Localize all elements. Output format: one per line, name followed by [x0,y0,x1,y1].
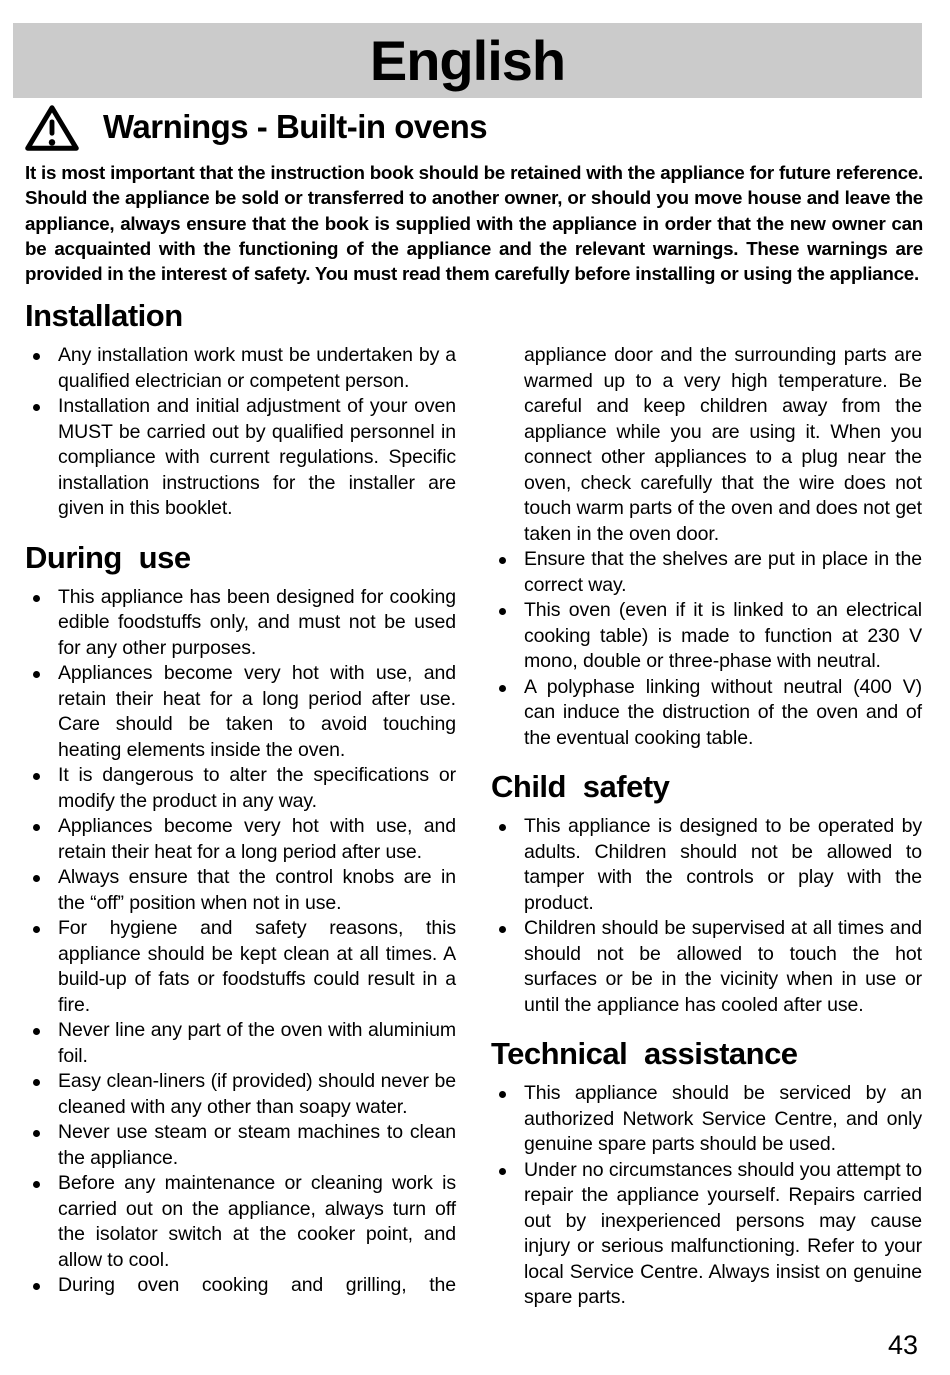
section-heading-child-safety: Child safety [491,769,670,805]
language-banner [13,23,922,98]
bullet-dot [499,824,506,831]
section-heading-during-use: During use [25,539,191,575]
list-item: Ensure that the shelves are put in place in the correct way. [491,547,922,598]
list-item: Under no circumstances should you attempt to repair the appliance yourself. Repairs carried out by inexperienced persons may cause injury or serious malfunctioning. Refer to your local Service Centre. Always insist on genuine spare parts. [491,1158,922,1311]
list-item: This oven (even if it is linked to an electrical cooking table) is made to function at 230 V mono, double or three-phase with neutral. [491,598,922,675]
child-safety-list [491,814,922,1018]
bullet-dot [499,685,506,692]
during-use-list-continued [491,547,922,751]
list-item: This appliance has been designed for cooking edible foodstuffs only, and must not be used for any other purposes. [25,585,456,662]
warning-triangle-icon [25,104,79,152]
list-item: Any installation work must be undertaken by a qualified electrician or competent person. [25,343,456,394]
section-heading-installation: Installation [25,298,183,334]
list-item: Appliances become very hot with use, and retain their heat for a long period after use. [25,814,456,865]
two-column-body [25,286,922,1311]
bullet-dot [33,875,40,882]
left-column [25,286,456,1311]
bullet-dot [33,1079,40,1086]
bullet-dot [33,671,40,678]
list-item: Easy clean-liners (if provided) should never be cleaned with any other than soapy water. [25,1069,456,1120]
bullet-dot [33,773,40,780]
list-item: Before any maintenance or cleaning work is carried out on the appliance, always turn off the isolator switch at the cooker point, and allow to cool. [25,1171,456,1273]
list-item: It is dangerous to alter the specifications or modify the product in any way. [25,763,456,814]
installation-list [25,343,456,522]
list-item: This appliance is designed to be operated by adults. Children should not be allowed to tamper with the controls or play with the product. [491,814,922,916]
list-item: For hygiene and safety reasons, this appliance should be kept clean at all times. A build-up of fats or foodstuffs could result in a fire. [25,916,456,1018]
bullet-dot [33,1028,40,1035]
bullet-dot [33,1181,40,1188]
list-item: This appliance should be serviced by an authorized Network Service Centre, and only genuine spare parts should be used. [491,1081,922,1158]
warnings-header [25,102,922,152]
list-item: Installation and initial adjustment of your oven MUST be carried out by qualified personnel in compliance with current regulations. Specific installation instructions for the installer are given in this booklet. [25,394,456,522]
section-heading-technical-assistance: Technical assistance [491,1036,798,1072]
list-item: Never use steam or steam machines to clean the appliance. [25,1120,456,1171]
bullet-dot [499,926,506,933]
bullet-dot [499,1091,506,1098]
page-number: 43 [887,1330,918,1360]
list-item: Always ensure that the control knobs are in the “off” position when not in use. [25,865,456,916]
during-use-list [25,585,456,1299]
page-title: English [369,28,566,92]
list-item: During oven cooking and grilling, the [25,1273,456,1299]
bullet-dot [499,557,506,564]
bullet-dot [33,404,40,411]
bullet-dot [33,353,40,360]
list-item: Appliances become very hot with use, and retain their heat for a long period after use. Care should be taken to avoid touching heating elements inside the oven. [25,661,456,763]
bullet-dot [33,824,40,831]
warnings-heading: Warnings - Built-in ovens [103,108,488,145]
continuation-paragraph: appliance door and the surrounding parts are warmed up to a very high temperature. Be careful and keep children away from the appliance while you are using it. When you connect other appliances to a plug near the oven, check carefully that the wire does not touch warm parts of the oven and does not get taken in the oven door. [524,344,922,545]
bullet-dot [499,608,506,615]
bullet-dot [33,1130,40,1137]
list-item: A polyphase linking without neutral (400 V) can induce the distruction of the oven and of the eventual cooking table. [491,675,922,752]
bullet-dot [33,595,40,602]
list-item: Children should be supervised at all times and should not be allowed to touch the hot surfaces or be in the vicinity when in use or until the appliance has cooled after use. [491,916,922,1018]
bullet-dot [499,1168,506,1175]
bullet-dot [33,1283,40,1290]
list-item: Never line any part of the oven with aluminium foil. [25,1018,456,1069]
intro-paragraph: It is most important that the instruction book should be retained with the appliance for future reference. Should the appliance be sold or transferred to another owner, or should you move house and leave the appliance, always ensure that the book is supplied with the appliance in order that the new owner can be acquainted with the functioning of the appliance and the relevant warnings. These warnings are provided in the interest of safety. You must read them carefully before installing or using the appliance. [25,162,923,285]
bullet-dot [33,926,40,933]
right-column [491,286,922,1311]
technical-assistance-list [491,1081,922,1311]
